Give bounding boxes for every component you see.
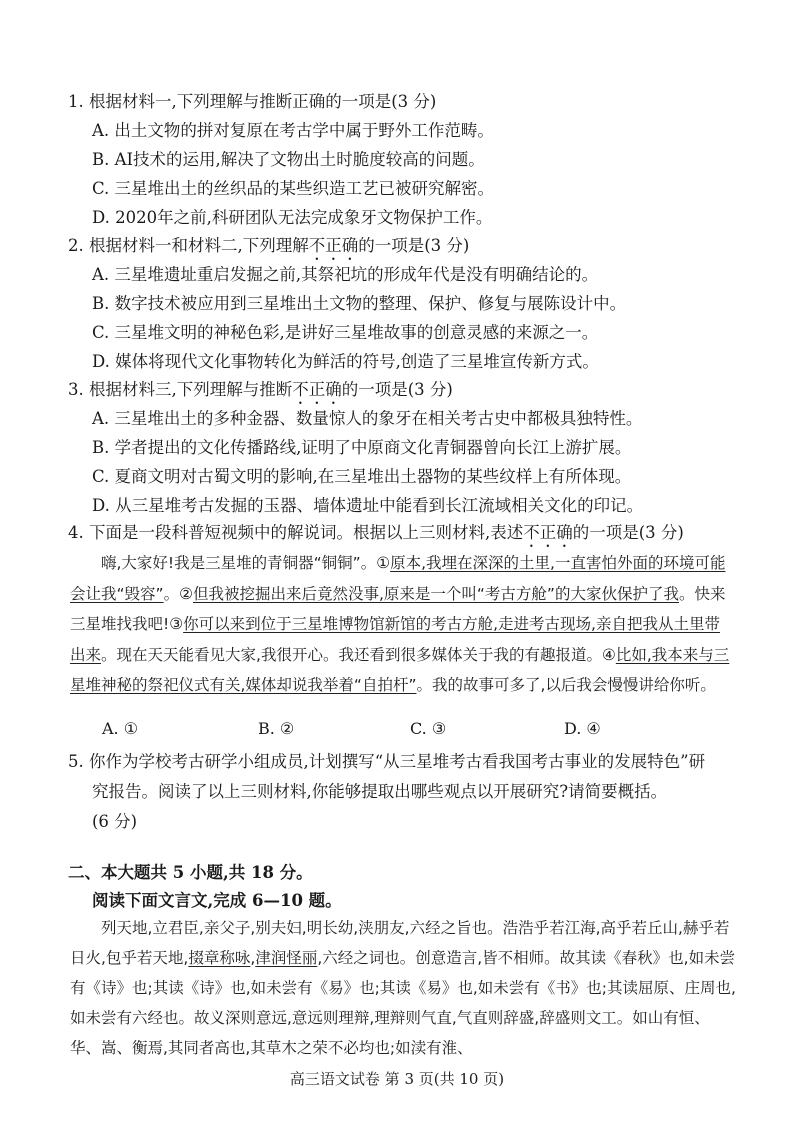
- q3-stem-text: 3. 根据材料三,下列理解与推断: [68, 380, 293, 399]
- passage-marker-4: 。现在天天能看见大家,我很开心。我还看到很多媒体关于我的有趣报道。④: [101, 645, 616, 664]
- passage-sentence-3: 你可以来到位于三星堆博物馆新馆的考古方舱,走进考古现场,亲自把我从土里带出来: [70, 615, 720, 664]
- q2-stem-tail: 的一项是(3 分): [358, 236, 470, 255]
- classical-text-part-1: 列天地,立君臣,亲父子,别夫妇,明长幼,浃朋友,六经之旨也。浩浩乎若江海,高乎若丘山,赫乎若日火,包乎若天地,: [70, 919, 730, 967]
- passage-outro: 。我的故事可多了,以后我会慢慢讲给你听。: [416, 676, 716, 694]
- q3-option-a: A. 三星堆出土的多种金器、数量惊人的象牙在相关考古史中都极具独特性。: [92, 409, 643, 428]
- passage-marker-2: 。②: [163, 584, 193, 603]
- passage-marker-3: 。快来三星堆找我吧!③: [70, 584, 726, 633]
- q4-stem-text: 4. 下面是一段科普短视频中的解说词。根据以上三则材料,表述: [68, 523, 524, 542]
- passage-sentence-4: 比如,我本来与三星堆神秘的祭祀仪式有关,媒体却说我举着“自拍杆”: [70, 645, 730, 694]
- q1-option-c: C. 三星堆出土的丝织品的某些织造工艺已被研究解密。: [92, 179, 495, 198]
- section-2-instruction: 阅读下面文言文,完成 6—10 题。: [92, 891, 342, 910]
- classical-underlined-2: 津润怪丽: [255, 949, 318, 967]
- q3-option-b: B. 学者提出的文化传播路线,证明了中原商文化青铜器曾向长江上游扩展。: [92, 438, 632, 457]
- q2-option-b: B. 数字技术被应用到三星堆出土文物的整理、保护、修复与展陈设计中。: [92, 294, 627, 313]
- q4-stem-emphasis: 不正确: [523, 523, 573, 542]
- q1-stem: 1. 根据材料一,下列理解与推断正确的一项是(3 分): [68, 92, 437, 111]
- q4-choice-a: A. ①: [102, 719, 139, 738]
- q4-choice-c: C. ③: [410, 719, 447, 738]
- q4-choice-d: D. ④: [564, 719, 601, 738]
- q2-stem-emphasis: 不正确: [308, 236, 359, 255]
- q2-option-d: D. 媒体将现代文化事物转化为鲜活的符号,创造了三星堆宣传新方式。: [92, 352, 599, 371]
- passage-intro: 嗨,大家好!我是三星堆的青铜器“铜铜”。①: [101, 554, 391, 572]
- q4-choice-b: B. ②: [258, 719, 295, 738]
- q1-option-b: B. AI技术的运用,解决了文物出土时脆度较高的问题。: [92, 150, 485, 169]
- classical-underlined-1: 掇章称咏: [188, 949, 251, 967]
- q1-option-d: D. 2020年之前,科研团队无法完成象牙文物保护工作。: [92, 208, 493, 227]
- q5-line-3: (6 分): [92, 812, 138, 831]
- q3-stem-tail: 的一项是(3 分): [341, 380, 453, 399]
- page-footer: 高三语文试卷 第 3 页(共 10 页): [289, 1070, 505, 1088]
- q3-option-d: D. 从三星堆考古发掘的玉器、墙体遗址中能看到长江流域相关文化的印记。: [92, 496, 644, 515]
- q3-stem: [68, 376, 453, 408]
- q3-option-c: C. 夏商文明对古蜀文明的影响,在三星堆出土器物的某些纹样上有所体现。: [92, 467, 632, 486]
- q2-stem-text: 2. 根据材料一和材料二,下列理解: [68, 236, 309, 255]
- q4-stem-tail: 的一项是(3 分): [572, 523, 684, 542]
- classical-text: [70, 913, 736, 1063]
- q2-option-a: A. 三星堆遗址重启发掘之前,其祭祀坑的形成年代是没有明确结论的。: [92, 265, 599, 284]
- q4-stem: [68, 519, 684, 551]
- q5-line-1: 5. 你作为学校考古研学小组成员,计划撰写“从三星堆考古看我国考古事业的发展特色”研: [68, 752, 706, 771]
- q5-block: [68, 747, 736, 837]
- q2-stem: [68, 232, 469, 264]
- classical-text-comma: ,: [250, 949, 256, 967]
- passage-sentence-1: 原本,我埋在深深的土里,一直害怕外面的环境可能会让我“毁容”: [70, 554, 726, 603]
- q2-option-c: C. 三星堆文明的神秘色彩,是讲好三星堆故事的创意灵感的来源之一。: [92, 323, 599, 342]
- q3-stem-emphasis: 不正确: [292, 380, 342, 399]
- section-2-heading: 二、本大题共 5 小题,共 18 分。: [68, 863, 313, 882]
- passage-sentence-2: 但我被挖掘出来后竟然没事,原来是一个叫“考古方舱”的大家伙保护了我: [192, 584, 679, 603]
- q4-passage: [70, 548, 734, 701]
- classical-text-part-2: ,六经之词也。创意造言,皆不相师。故其读《春秋》也,如未尝有《诗》也;其读《诗》也,如未尝有《易》也;其读《易》也,如未尝有《书》也;其读屈原、庄周也,如未尝有六经也。故义深则意远,意远则理辩,理辩则气直,气直则辞盛,辞盛则文工。如山有恒、华、嵩、衡焉,其同者高也,其草木之荣不必均也;如渎有淮、: [70, 949, 736, 1057]
- q5-line-2: 究报告。阅读了以上三则材料,你能够提取出哪些观点以开展研究?请简要概括。: [92, 782, 668, 801]
- q1-option-a: A. 出土文物的拼对复原在考古学中属于野外工作范畴。: [92, 121, 494, 140]
